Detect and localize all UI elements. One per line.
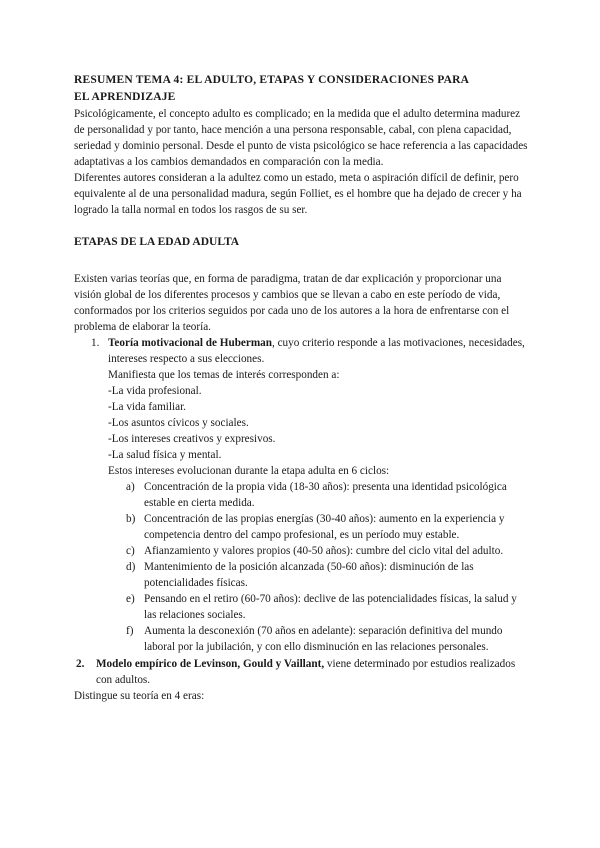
section-intro: Existen varias teorías que, en forma de paradigma, tratan de dar explicación y proporcionar una visión global de los diferentes procesos y cambios que se llevan a cabo en este período de vida, conformados por los criterios seguidos por cada uno de los autores a la hora de enfrentarse con el problema de elaborar la teoría. bbox=[74, 273, 510, 333]
closing-line: Distingue su teoría en 4 eras: bbox=[74, 690, 205, 702]
interest-line: -Los intereses creativos y expresivos. bbox=[108, 433, 276, 445]
section-heading: ETAPAS DE LA EDAD ADULTA bbox=[74, 236, 240, 248]
title-line-2: EL APRENDIZAJE bbox=[74, 91, 176, 103]
cycle-text: Mantenimiento de la posición alcanzada (50-60 años): disminución de las potencialidades físicas. bbox=[144, 561, 474, 589]
cycle-text: Afianzamiento y valores propios (40-50 años): cumbre del ciclo vital del adulto. bbox=[144, 545, 504, 557]
cycle-text: Pensando en el retiro (60-70 años): declive de las potencialidades físicas, la salud y las relaciones sociales. bbox=[144, 593, 517, 621]
cycle-item bbox=[126, 511, 530, 543]
cycle-item bbox=[126, 591, 530, 623]
cycle-item bbox=[126, 559, 530, 591]
list-number-1: 1. bbox=[91, 337, 100, 349]
title-line-1: RESUMEN TEMA 4: EL ADULTO, ETAPAS Y CONSIDERACIONES PARA bbox=[74, 74, 470, 86]
item2-description: viene determinado por estudios realizados con adultos. bbox=[96, 658, 516, 686]
item1-title: Teoría motivacional de Huberman bbox=[108, 337, 272, 349]
cycle-letter: c) bbox=[126, 545, 135, 557]
cycle-item bbox=[126, 479, 530, 511]
list-item-1 bbox=[74, 335, 530, 367]
intro-paragraph-2: Diferentes autores consideran a la adultez como un estado, meta o aspiración difícil de definir, pero equivalente al de una personalidad madura, según Folliet, es el hombre que ha dejado de crecer y ha logrado la talla normal en todos los rasgos de su ser. bbox=[74, 172, 522, 216]
cycle-letter: d) bbox=[126, 561, 136, 573]
cycle-text: Aumenta la desconexión (70 años en adelante): separación definitiva del mundo laboral por la jubilación, y con ello disminución en las relaciones personales. bbox=[144, 625, 503, 653]
interest-line: -La vida profesional. bbox=[108, 385, 202, 397]
item1-description: , cuyo criterio responde a las motivaciones, necesidades, intereses respecto a sus elecciones. bbox=[108, 337, 525, 365]
cycle-letter: e) bbox=[126, 593, 135, 605]
document-page bbox=[74, 72, 530, 704]
cycle-text: Concentración de la propia vida (18-30 años): presenta una identidad psicológica estable en cierta medida. bbox=[144, 481, 507, 509]
interests-intro: Manifiesta que los temas de interés corresponden a: bbox=[108, 369, 340, 381]
list-item-2 bbox=[74, 656, 530, 688]
cycle-item bbox=[126, 623, 530, 655]
cycles-intro: Estos intereses evolucionan durante la etapa adulta en 6 ciclos: bbox=[108, 465, 390, 477]
cycle-item bbox=[126, 543, 530, 559]
list-number-2: 2. bbox=[76, 658, 85, 670]
cycle-letter: f) bbox=[126, 625, 134, 637]
interest-line: -Los asuntos cívicos y sociales. bbox=[108, 417, 249, 429]
interest-line: -La salud física y mental. bbox=[108, 449, 222, 461]
item1-body bbox=[74, 367, 530, 479]
document-title bbox=[74, 72, 530, 106]
cycles-list bbox=[74, 479, 530, 655]
cycle-letter: b) bbox=[126, 513, 136, 525]
cycle-text: Concentración de las propias energías (30-40 años): aumento en la experiencia y competencia dentro del campo profesional, es un período muy estable. bbox=[144, 513, 505, 541]
intro-paragraph-1: Psicológicamente, el concepto adulto es complicado; en la medida que el adulto determina madurez de personalidad y por tanto, hace mención a una persona responsable, cabal, con plena capacidad, seriedad y dominio personal. Desde el punto de vista psicológico se hace referencia a las capacidades adaptativas a los cambios demandados en comparación con la media. bbox=[74, 108, 528, 168]
cycle-letter: a) bbox=[126, 481, 135, 493]
interest-line: -La vida familiar. bbox=[108, 401, 186, 413]
item2-title: Modelo empírico de Levinson, Gould y Vaillant, bbox=[96, 658, 325, 670]
